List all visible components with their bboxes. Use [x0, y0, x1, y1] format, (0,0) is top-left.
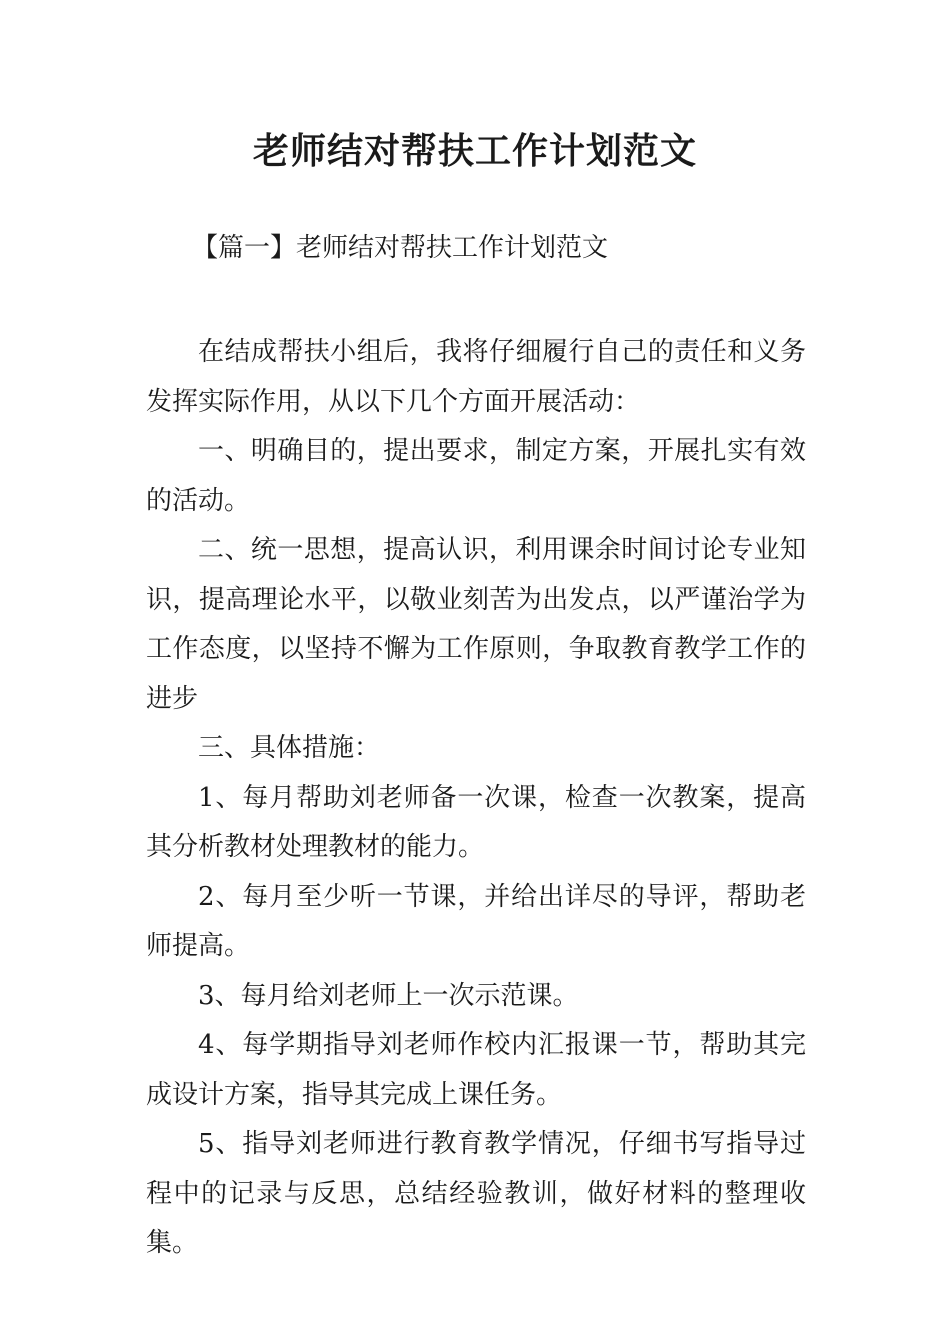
paragraph-point-three: 三、具体措施： [198, 733, 381, 763]
paragraph-measure-4: 4、每学期指导刘老师作校内汇报课一节，帮助其完成设计方案，指导其完成上课任务。 [146, 1030, 806, 1110]
section-heading: 【篇一】老师结对帮扶工作计划范文 [192, 233, 609, 263]
paragraph-measure-5: 5、指导刘老师进行教育教学情况，仔细书写指导过程中的记录与反思，总结经验教训，做好材料的整理收集。 [146, 1129, 806, 1258]
document-title: 老师结对帮扶工作计划范文 [252, 130, 697, 172]
paragraph-point-one: 一、明确目的，提出要求，制定方案，开展扎实有效的活动。 [146, 436, 806, 516]
document-body [146, 328, 806, 1269]
paragraph-intro: 在结成帮扶小组后，我将仔细履行自己的责任和义务发挥实际作用，从以下几个方面开展活动： [146, 337, 806, 417]
paragraph-measure-3: 3、每月给刘老师上一次示范课。 [198, 980, 579, 1011]
paragraph-measure-1: 1、每月帮助刘老师备一次课，检查一次教案，提高其分析教材处理教材的能力。 [146, 782, 806, 862]
paragraph-measure-2: 2、每月至少听一节课，并给出详尽的导评，帮助老师提高。 [146, 881, 806, 961]
paragraph-point-two: 二、统一思想，提高认识，利用课余时间讨论专业知识，提高理论水平，以敬业刻苦为出发点，以严谨治学为工作态度，以坚持不懈为工作原则，争取教育教学工作的进步 [146, 535, 806, 714]
